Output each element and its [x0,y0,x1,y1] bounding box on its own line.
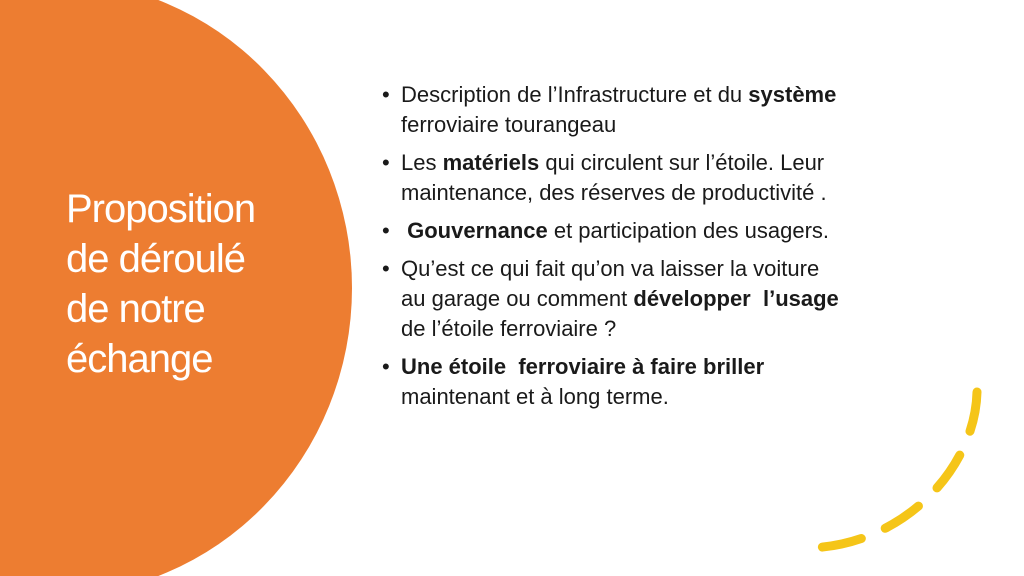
bullet-dot: • [382,150,390,175]
bullet-dot: • [382,82,390,107]
text: Qu’est ce qui fait qu’on va laisser la voiture [401,256,820,281]
text: de l’étoile ferroviaire ? [401,316,617,341]
text: maintenance, des réserves de productivité . [401,180,827,205]
bullet-dot: • [382,354,390,379]
title-line: échange [66,337,213,381]
bullet-dot: • [382,218,390,243]
title-line: Proposition [66,187,256,231]
bullet-dot: • [382,256,390,281]
title-line: de notre [66,287,205,331]
text: qui circulent sur l’étoile. Leur [539,150,825,175]
bold-text: développer l’usage [633,286,839,311]
bold-text: matériels [442,150,540,175]
bold-text: Une étoile ferroviaire à faire briller [401,354,765,379]
text: ferroviaire tourangeau [401,112,617,137]
text: et participation des usagers. [547,218,830,243]
bold-text: système [748,82,837,107]
text: au garage ou comment [401,286,634,311]
title-line: de déroulé [66,237,246,281]
text: maintenant et à long terme. [401,384,669,409]
bold-text: Gouvernance [407,218,548,243]
text: Les [401,150,443,175]
text: Description de l’Infrastructure et du [401,82,749,107]
